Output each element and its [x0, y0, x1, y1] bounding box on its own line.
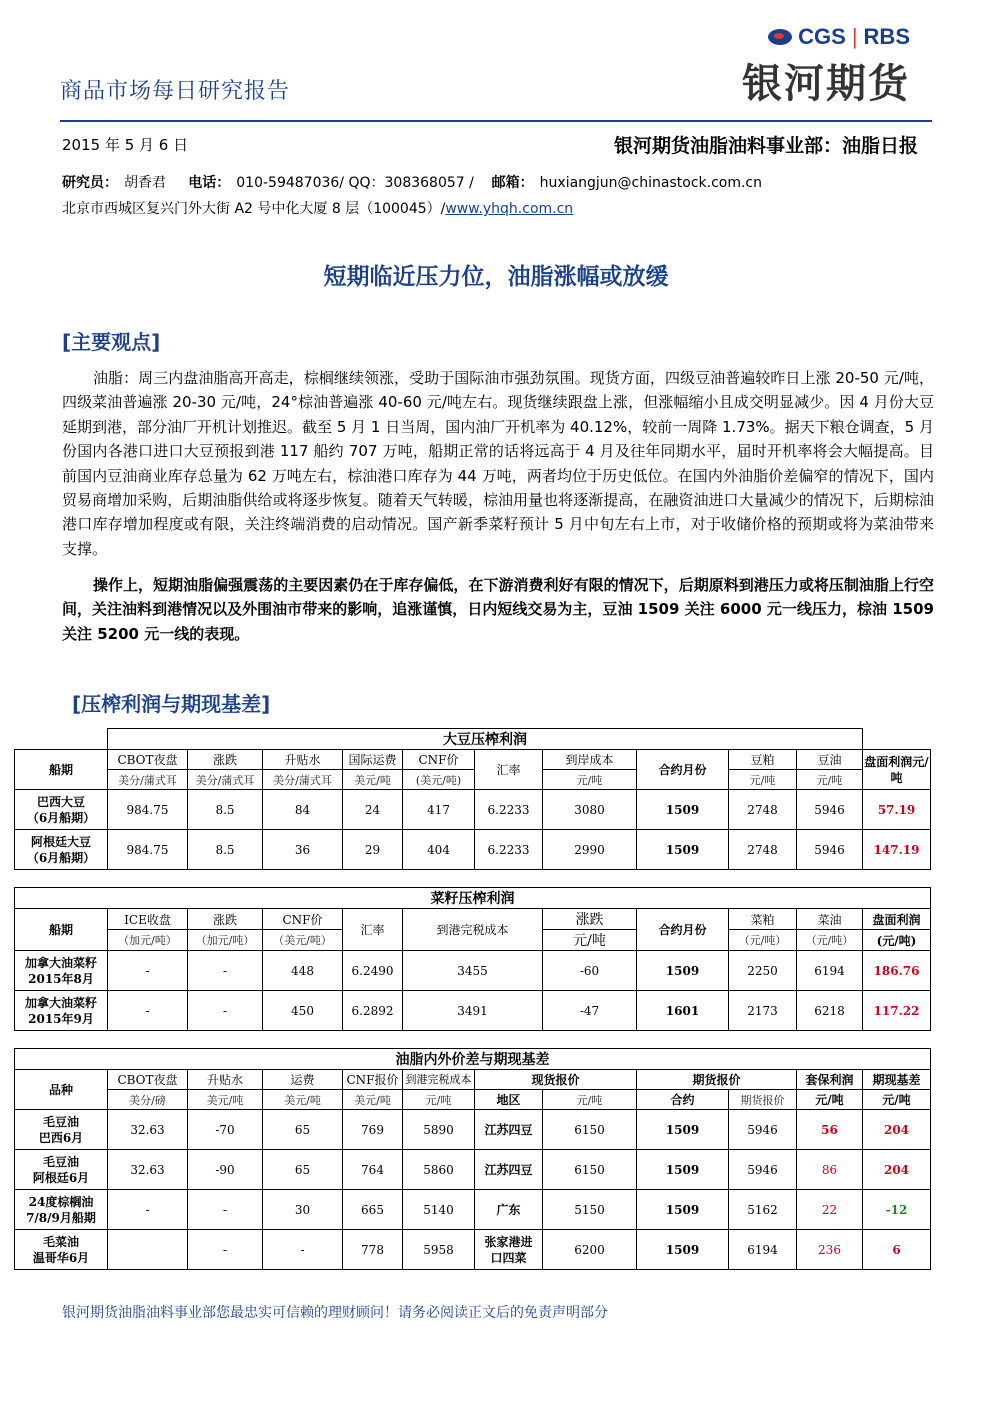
cell: 5860: [403, 1150, 475, 1190]
profit-cell: 117.22: [863, 991, 931, 1031]
department-title: 银河期货油脂油料事业部：油脂日报: [613, 135, 918, 157]
section-title-crush-basis: [压榨利润与期现基差]: [72, 692, 271, 716]
cgs-logo-icon: [768, 29, 792, 45]
hedge-cell: 236: [797, 1230, 863, 1270]
basis-u-cnf: 美元/吨: [343, 1090, 403, 1110]
soy-h-meal: 豆粕: [729, 750, 797, 770]
soy-caption-row: [15, 729, 931, 750]
cell: 24: [343, 790, 403, 830]
cell: 6.2490: [343, 951, 403, 991]
basis-u-spot: 元/吨: [543, 1090, 637, 1110]
cell: 1509: [637, 951, 729, 991]
cell: 江苏四豆: [475, 1150, 543, 1190]
cell: 广东: [475, 1190, 543, 1230]
soy-h-cnf: CNF价: [403, 750, 475, 770]
cell: -: [108, 1190, 188, 1230]
basis-caption-row: [15, 1049, 931, 1070]
cell: -: [263, 1230, 343, 1270]
headline: 短期临近压力位，油脂涨幅或放缓: [323, 263, 669, 290]
rape-u-cnf: （美元/吨）: [263, 930, 343, 951]
row-label: 巴西大豆 （6月船期）: [15, 790, 108, 830]
report-date: 2015 年 5 月 6 日: [62, 136, 189, 154]
row-label: 阿根廷大豆 （6月船期）: [15, 830, 108, 870]
soy-u-cbot: 美分/蒲式耳: [108, 770, 188, 790]
cell: 5140: [403, 1190, 475, 1230]
cell: -: [108, 991, 188, 1031]
cell: 6150: [543, 1150, 637, 1190]
soy-h-fx: 汇率: [475, 750, 543, 790]
profit-cell: 57.19: [863, 790, 931, 830]
basis-cell: 204: [863, 1150, 931, 1190]
logo-rbs: RBS: [863, 24, 910, 49]
cell: -70: [188, 1110, 263, 1150]
soy-u-cost: 元/吨: [543, 770, 637, 790]
cell: -: [188, 1230, 263, 1270]
cell: 1509: [637, 1110, 729, 1150]
cell: 450: [263, 991, 343, 1031]
table-spacer: [15, 1031, 931, 1049]
row-label: 毛豆油 巴西6月: [15, 1110, 108, 1150]
basis-header-row: [15, 1070, 931, 1090]
basis-h-kind: 品种: [15, 1070, 108, 1110]
footer-disclaimer: 银河期货油脂油料事业部您最忠实可信赖的理财顾问！请务必阅读正文后的免责声明部分: [62, 1305, 608, 1321]
cell: 6194: [797, 951, 863, 991]
cell: 2748: [729, 790, 797, 830]
address-line: [62, 198, 573, 218]
cell: 2173: [729, 991, 797, 1031]
table-row: [15, 790, 931, 830]
company-logo: [720, 24, 910, 109]
soy-u-oil: 元/吨: [797, 770, 863, 790]
phone-label: 电话：: [188, 175, 231, 191]
cell: 29: [343, 830, 403, 870]
crush-basis-tables: [14, 728, 931, 1270]
rape-h-cost: 到港完税成本: [403, 909, 543, 951]
table-row: [15, 1110, 931, 1150]
cell: 3491: [403, 991, 543, 1031]
soy-unit-row: [15, 770, 931, 790]
basis-u-region: 地区: [475, 1090, 543, 1110]
cell: 448: [263, 951, 343, 991]
cell: 6.2233: [475, 830, 543, 870]
cell: 5946: [729, 1150, 797, 1190]
basis-u-prem: 美元/吨: [188, 1090, 263, 1110]
cell: 32.63: [108, 1110, 188, 1150]
logo-divider: |: [851, 24, 858, 49]
soy-u-cnf: (美元/吨): [403, 770, 475, 790]
soy-u-freight: 美元/吨: [343, 770, 403, 790]
profit-cell: 147.19: [863, 830, 931, 870]
profit-cell: 186.76: [863, 951, 931, 991]
rape-h-contract: 合约月份: [637, 909, 729, 951]
basis-h-hedge: 套保利润: [797, 1070, 863, 1090]
basis-h-cnf: CNF报价: [343, 1070, 403, 1090]
basis-cell: -12: [863, 1190, 931, 1230]
soy-h-oil: 豆油: [797, 750, 863, 770]
rape-u-profit: (元/吨): [863, 930, 931, 951]
cell: 665: [343, 1190, 403, 1230]
basis-h-basis: 期现基差: [863, 1070, 931, 1090]
soy-h-prem: 升贴水: [263, 750, 343, 770]
cell: 2990: [543, 830, 637, 870]
cell: 1509: [637, 790, 729, 830]
rape-h-ice: ICE收盘: [108, 909, 188, 930]
cell: 6150: [543, 1110, 637, 1150]
soy-h-cost: 到岸成本: [543, 750, 637, 770]
cell: 778: [343, 1230, 403, 1270]
researcher-label: 研究员：: [62, 175, 118, 191]
cell: 1509: [637, 1190, 729, 1230]
cell: 769: [343, 1110, 403, 1150]
hedge-cell: 22: [797, 1190, 863, 1230]
cell: 5946: [797, 790, 863, 830]
cell: -: [188, 1190, 263, 1230]
cell: 6.2892: [343, 991, 403, 1031]
cell: -: [108, 951, 188, 991]
cell: -90: [188, 1150, 263, 1190]
table-row: [15, 1230, 931, 1270]
soy-h-cbot: CBOT夜盘: [108, 750, 188, 770]
cell: 江苏四豆: [475, 1110, 543, 1150]
table-row: [15, 830, 931, 870]
basis-u-futp: 期货报价: [729, 1090, 797, 1110]
row-label: 毛菜油 温哥华6月: [15, 1230, 108, 1270]
cell: 1601: [637, 991, 729, 1031]
cell: 984.75: [108, 830, 188, 870]
cell: 65: [263, 1150, 343, 1190]
basis-cell: 6: [863, 1230, 931, 1270]
rape-h-profit: 盘面利润: [863, 909, 931, 930]
rape-u-ice: （加元/吨）: [108, 930, 188, 951]
cell: 1509: [637, 830, 729, 870]
basis-u-hedge: 元/吨: [797, 1090, 863, 1110]
basis-h-cost: 到港完税成本: [403, 1070, 475, 1090]
cell: 6218: [797, 991, 863, 1031]
soy-h-contract: 合约月份: [637, 750, 729, 790]
cell: 36: [263, 830, 343, 870]
cell: 5890: [403, 1110, 475, 1150]
rape-h-oil: 菜油: [797, 909, 863, 930]
cell: 5958: [403, 1230, 475, 1270]
basis-unit-row: [15, 1090, 931, 1110]
basis-h-cbot: CBOT夜盘: [108, 1070, 188, 1090]
cell: 2748: [729, 830, 797, 870]
cell: 65: [263, 1110, 343, 1150]
rape-h-chg: 涨跌: [188, 909, 263, 930]
contact-line: [62, 172, 762, 192]
cell: 2250: [729, 951, 797, 991]
rape-u-chg2: 元/吨: [543, 930, 637, 951]
soy-u-meal: 元/吨: [729, 770, 797, 790]
cell: 5150: [543, 1190, 637, 1230]
soy-caption: 大豆压榨利润: [108, 729, 863, 750]
website-link[interactable]: www.yhqh.com.cn: [445, 201, 574, 217]
basis-cell: 204: [863, 1110, 931, 1150]
basis-u-cbot: 美分/磅: [108, 1090, 188, 1110]
basis-u-freight: 美元/吨: [263, 1090, 343, 1110]
basis-h-fut: 期货报价: [637, 1070, 797, 1090]
paragraph-operation: 操作上，短期油脂偏强震荡的主要因素仍在于库存偏低，在下游消费利好有限的情况下，后期原料到港压力或将压制油脂上行空间，关注油料到港情况以及外围油市带来的影响，追涨谨慎，日内短线交易为主，豆油 1509 关注 6000 元一线压力，棕油 1509 关注 5200 元一线的表现。: [62, 576, 934, 643]
email-label: 邮箱：: [491, 175, 534, 191]
table-row: [15, 991, 931, 1031]
cell: 8.5: [188, 830, 263, 870]
cell: -: [188, 991, 263, 1031]
rape-caption: 菜籽压榨利润: [15, 888, 931, 909]
rape-h-chg2: 涨跌: [543, 909, 637, 930]
logo-name: 银河期货: [742, 61, 910, 107]
report-title: 商品市场每日研究报告: [60, 79, 291, 104]
cell: 30: [263, 1190, 343, 1230]
soy-h-profit: 盘面利润元/吨: [863, 750, 931, 790]
table-row: [15, 1190, 931, 1230]
basis-u-contract: 合约: [637, 1090, 729, 1110]
soy-u-prem: 美分/蒲式耳: [263, 770, 343, 790]
logo-cgs: CGS: [798, 24, 846, 49]
hedge-cell: 86: [797, 1150, 863, 1190]
cell: -47: [543, 991, 637, 1031]
table-spacer: [15, 870, 931, 888]
researcher-name: 胡香君: [124, 175, 166, 191]
row-label: 加拿大油菜籽 2015年9月: [15, 991, 108, 1031]
cell: 3080: [543, 790, 637, 830]
row-label: 24度棕榈油 7/8/9月船期: [15, 1190, 108, 1230]
section-title-main-views: [主要观点]: [62, 330, 161, 354]
cell: 32.63: [108, 1150, 188, 1190]
address: 北京市西城区复兴门外大街 A2 号中化大厦 8 层（100045）/: [62, 201, 446, 217]
cell: 3455: [403, 951, 543, 991]
email-address[interactable]: huxiangjun@chinastock.com.cn: [539, 175, 762, 191]
cell: 1509: [637, 1150, 729, 1190]
basis-h-freight: 运费: [263, 1070, 343, 1090]
header-divider: [60, 120, 932, 122]
basis-u-cost: 元/吨: [403, 1090, 475, 1110]
cell: 张家港进口四菜: [475, 1230, 543, 1270]
cell: 8.5: [188, 790, 263, 830]
cell: 5946: [797, 830, 863, 870]
cell: 6200: [543, 1230, 637, 1270]
soy-h-chg: 涨跌: [188, 750, 263, 770]
paragraph-market-view: 油脂：周三内盘油脂高开高走，棕榈继续领涨，受助于国际油市强劲氛围。现货方面，四级豆油普遍较昨日上涨 20-50 元/吨，四级菜油普遍涨 20-30 元/吨，24°棕油普遍涨 40-60 元/吨左右。现货继续跟盘上涨，但涨幅缩小且成交明显减少。因 4 月份大豆延期到港，部分油厂开机计划推迟。截至 5 月 1 日当周，国内油厂开机率为 40.12%，较前一周降 1.73%。据天下粮仓调查，5 月份国内各港口进口大豆预报到港 117 船约 707 万吨，船期正常的话将远高于 4 月及往年同期水平，届时开机率将会大幅提高。目前国内豆油商业库存总量为 62 万吨左右，棕油港口库存为 44 万吨，两者均位于历史低位。在国内外油脂价差偏窄的情况下，国内贸易商增加采购，后期油脂供给或将逐步恢复。随着天气转暖，棕油用量也将逐渐提高，在融资油进口大量减少的情况下，后期棕油港口库存增加程度或有限，关注终端消费的启动情况。国产新季菜籽预计 5 月中旬左右上市，对于收储价格的预期或将为菜油带来支撑。: [62, 369, 934, 558]
basis-u-basis: 元/吨: [863, 1090, 931, 1110]
rape-h-meal: 菜粕: [729, 909, 797, 930]
rape-caption-row: [15, 888, 931, 909]
hedge-cell: 56: [797, 1110, 863, 1150]
rape-header-row: [15, 909, 931, 930]
cell: 984.75: [108, 790, 188, 830]
cell: -: [188, 951, 263, 991]
cell: 5162: [729, 1190, 797, 1230]
basis-h-spot: 现货报价: [475, 1070, 637, 1090]
cell: 6.2233: [475, 790, 543, 830]
phone-number: 010-59487036/ QQ：308368057 /: [236, 175, 474, 191]
soy-u-chg: 美分/蒲式耳: [188, 770, 263, 790]
basis-caption: 油脂内外价差与期现基差: [15, 1049, 931, 1070]
row-label: 加拿大油菜籽 2015年8月: [15, 951, 108, 991]
table-row: [15, 1150, 931, 1190]
rape-h-cnf: CNF价: [263, 909, 343, 930]
cell: [108, 1230, 188, 1270]
cell: 5946: [729, 1110, 797, 1150]
cell: 404: [403, 830, 475, 870]
soy-h-ship: 船期: [15, 750, 108, 790]
row-label: 毛豆油 阿根廷6月: [15, 1150, 108, 1190]
rape-u-oil: （元/吨）: [797, 930, 863, 951]
soy-header-row: [15, 750, 931, 770]
cell: 84: [263, 790, 343, 830]
cell: 6194: [729, 1230, 797, 1270]
table-row: [15, 951, 931, 991]
rape-h-ship: 船期: [15, 909, 108, 951]
cell: -60: [543, 951, 637, 991]
rape-u-chg: （加元/吨）: [188, 930, 263, 951]
cell: 764: [343, 1150, 403, 1190]
rape-h-fx: 汇率: [343, 909, 403, 951]
cell: 417: [403, 790, 475, 830]
soy-h-freight: 国际运费: [343, 750, 403, 770]
basis-h-prem: 升贴水: [188, 1070, 263, 1090]
cell: 1509: [637, 1230, 729, 1270]
rape-u-meal: （元/吨）: [729, 930, 797, 951]
